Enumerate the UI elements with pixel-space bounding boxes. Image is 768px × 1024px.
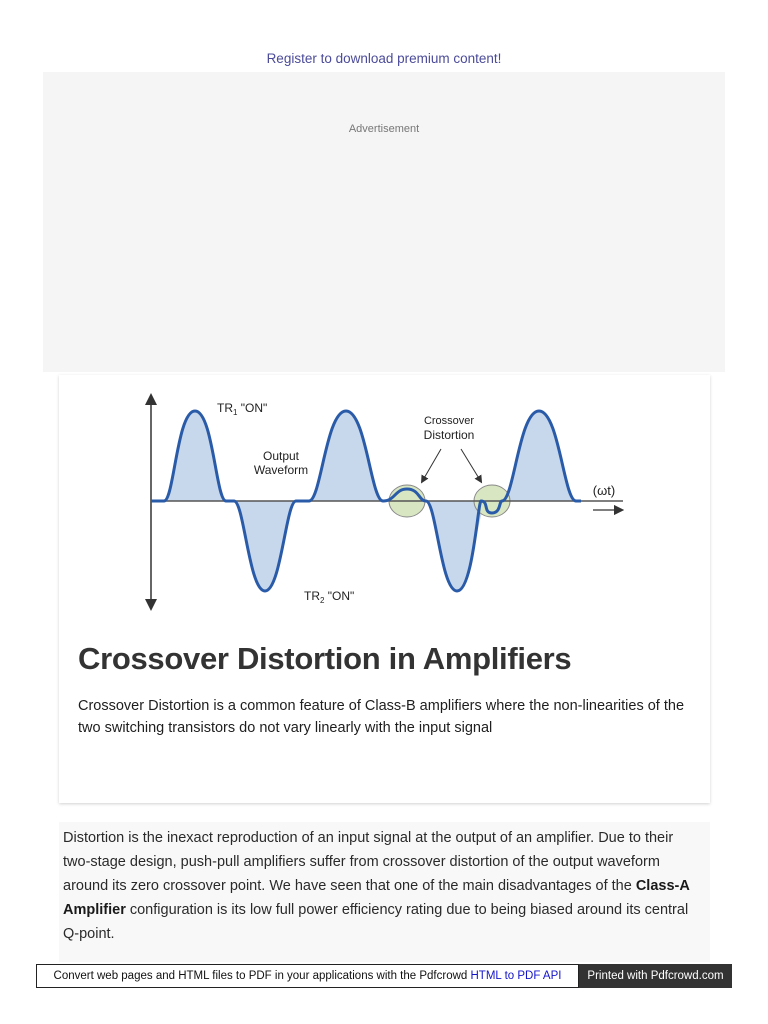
crossover-distortion-label: Crossover bbox=[423, 415, 475, 427]
printed-with-pdfcrowd-badge[interactable]: Printed with Pdfcrowd.com bbox=[579, 964, 732, 988]
register-link[interactable]: Register to download premium content! bbox=[266, 51, 502, 66]
article-body bbox=[59, 822, 710, 962]
html-to-pdf-api-link[interactable]: HTML to PDF API bbox=[470, 970, 562, 982]
pdfcrowd-convert-text: Convert web pages and HTML files to PDF in your applications with the Pdfcrowd bbox=[53, 970, 471, 982]
crossover-arrow-right bbox=[461, 449, 480, 480]
omega-t-label: (ωt) bbox=[592, 483, 616, 498]
article-card bbox=[59, 375, 710, 803]
crossover-distortion-label-line2: Distortion bbox=[423, 428, 475, 442]
class-a-amplifier-term: Class-A Amplifier bbox=[63, 878, 690, 918]
body-text-intro: Distortion is the inexact reproduction of an input signal at the output of an amplifier. Due to their two-stage design, push-pull amplifiers suffer from crossover distortion of the output waveform around its zero crossover point. We have seen that one of the main disadvantages of the bbox=[63, 830, 674, 894]
body-paragraph bbox=[63, 826, 703, 946]
crossover-arrow-left bbox=[423, 449, 441, 480]
article-title: Crossover Distortion in Amplifiers bbox=[78, 641, 572, 676]
tr1-on-label: $TR_1$ "ON" bbox=[217, 401, 268, 417]
output-waveform-label-line2: Waveform bbox=[253, 463, 309, 477]
output-waveform-label: Output bbox=[262, 449, 300, 463]
advertisement-label: Advertisement bbox=[348, 123, 420, 135]
tr2-on-label: $TR_2$ "ON" bbox=[304, 589, 355, 605]
pdfcrowd-footer-bar bbox=[36, 964, 579, 988]
advertisement-block[interactable] bbox=[43, 72, 725, 372]
article-summary: Crossover Distortion is a common feature of Class-B amplifiers where the non-linearities of the two switching transistors do not vary linearly with the input signal bbox=[78, 698, 685, 736]
crossover-distortion-diagram bbox=[129, 391, 629, 613]
body-text-rest: configuration is its low full power efficiency rating due to being biased around its central Q-point. bbox=[63, 902, 689, 942]
